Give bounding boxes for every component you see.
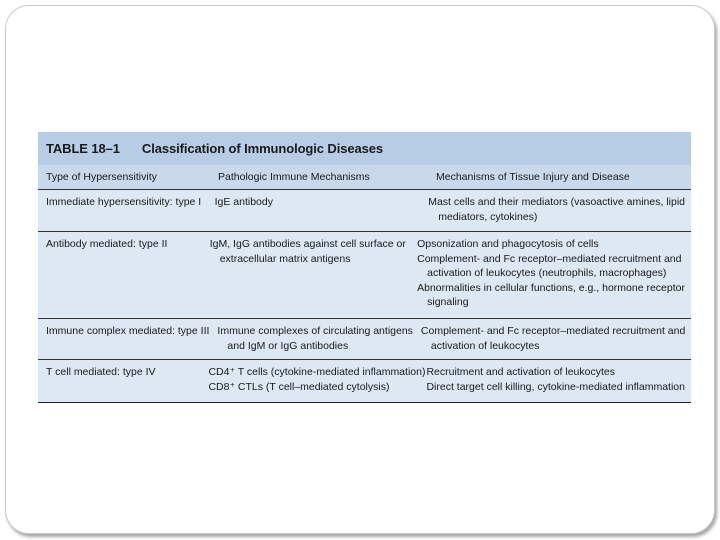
row-injury: Complement- and Fc receptor–mediated recruitment and activation of leukocytes — [420, 325, 686, 352]
row-mechanisms: IgE antibody — [214, 196, 273, 208]
header-mechanisms: Pathologic Immune Mechanisms — [218, 171, 370, 183]
row-type: Immediate hypersensitivity: type I — [46, 196, 202, 208]
classification-table — [38, 132, 691, 403]
table-row — [38, 319, 691, 360]
row-injury: Mast cells and their mediators (vasoactive amines, lipid mediators, cytokines) — [428, 196, 685, 223]
table-header-row — [38, 165, 691, 190]
table-row — [38, 360, 691, 403]
header-type: Type of Hypersensitivity — [46, 171, 157, 183]
row-type: Antibody mediated: type II — [46, 238, 168, 250]
row-injury: Recruitment and activation of leukocytes Direct target cell killing, cytokine-mediated inflammation — [426, 366, 685, 393]
table-title-bar — [38, 132, 691, 165]
row-type: T cell mediated: type IV — [46, 366, 156, 378]
header-injury: Mechanisms of Tissue Injury and Disease — [436, 171, 630, 183]
row-mechanisms: IgM, IgG antibodies against cell surface or extracellular matrix antigens — [209, 238, 406, 265]
row-type: Immune complex mediated: type III — [46, 325, 210, 337]
row-mechanisms: CD4⁺ T cells (cytokine-mediated inflammation) CD8⁺ CTLs (T cell–mediated cytolysis) — [208, 366, 426, 393]
row-injury: Opsonization and phagocytosis of cells Complement- and Fc receptor–mediated recruitment and activation of leukocytes (neutrophils, macrophages) Abnormalities in cellular functions, e.g., hormone receptor signaling — [417, 238, 685, 308]
table-row — [38, 190, 691, 232]
table-title: Classification of Immunologic Diseases — [141, 141, 384, 156]
row-mechanisms: Immune complexes of circulating antigens and IgM or IgG antibodies — [217, 325, 413, 352]
table-label: TABLE 18–1 — [46, 141, 120, 156]
table-row — [38, 232, 691, 319]
